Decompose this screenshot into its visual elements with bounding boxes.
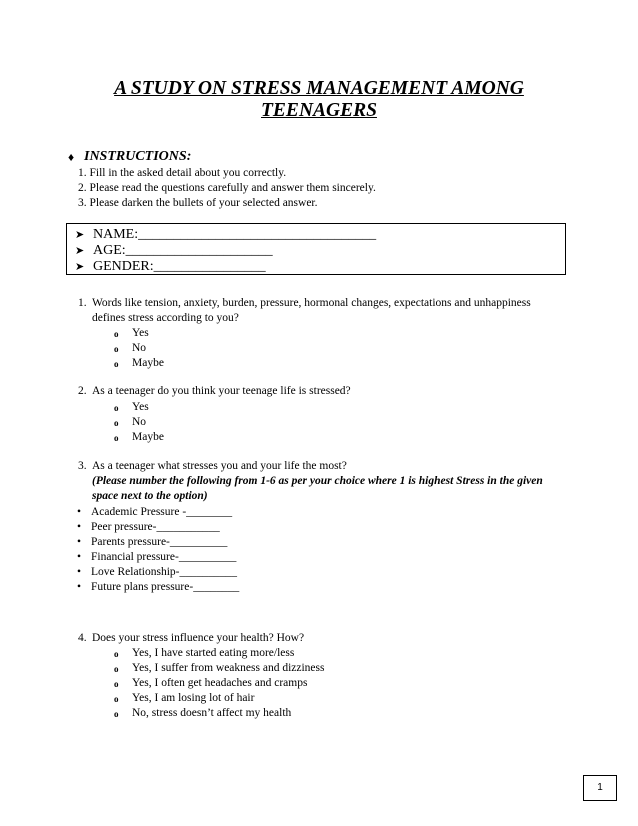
option-label: Yes bbox=[132, 327, 149, 339]
option-label: No bbox=[132, 416, 147, 428]
gender-field-label: GENDER:________________ bbox=[93, 259, 266, 274]
question-number: 3. bbox=[78, 460, 87, 472]
instruction-item: 3. Please darken the bullets of your selected answer. bbox=[78, 197, 318, 209]
question-number: 4. bbox=[78, 632, 87, 644]
option-label: Maybe bbox=[132, 357, 164, 369]
question-text: As a teenager do you think your teenage life is stressed? bbox=[92, 385, 351, 397]
radio-bullet-icon[interactable]: o bbox=[114, 418, 119, 428]
age-field-label: AGE:_____________________ bbox=[93, 243, 273, 258]
arrow-bullet-icon: ➤ bbox=[75, 229, 85, 241]
question-text: Words like tension, anxiety, burden, pressure, hormonal changes, expectations and unhappiness defines stress according to you? bbox=[92, 297, 531, 324]
radio-bullet-icon[interactable]: o bbox=[114, 329, 119, 339]
instruction-item: 2. Please read the questions carefully and answer them sincerely. bbox=[78, 182, 376, 194]
page-number: 1 bbox=[583, 775, 617, 801]
rank-item-label: Financial pressure-__________ bbox=[91, 551, 237, 563]
gender-field[interactable] bbox=[75, 259, 266, 275]
option-label: Yes, I have started eating more/less bbox=[132, 647, 295, 659]
question-text: As a teenager what stresses you and your life the most? bbox=[92, 460, 347, 472]
title-line-2: TEENAGERS bbox=[261, 100, 377, 121]
bullet-icon: • bbox=[77, 536, 82, 548]
rank-item-label: Love Relationship-__________ bbox=[91, 566, 237, 578]
radio-bullet-icon[interactable]: o bbox=[114, 359, 119, 369]
instruction-item: 1. Fill in the asked detail about you correctly. bbox=[78, 167, 287, 179]
instructions-heading-text: INSTRUCTIONS: bbox=[84, 149, 192, 164]
bullet-icon: • bbox=[77, 521, 82, 533]
radio-bullet-icon[interactable]: o bbox=[114, 694, 119, 704]
radio-bullet-icon[interactable]: o bbox=[114, 679, 119, 689]
bullet-icon: • bbox=[77, 506, 82, 518]
question-number: 2. bbox=[78, 385, 87, 397]
instructions-list bbox=[78, 166, 376, 211]
radio-bullet-icon[interactable]: o bbox=[114, 649, 119, 659]
option-label: Yes bbox=[132, 401, 149, 413]
instructions-heading bbox=[68, 149, 192, 165]
diamond-bullet-icon: ♦ bbox=[68, 150, 75, 164]
name-field-label: NAME:__________________________________ bbox=[93, 227, 377, 242]
document-title bbox=[60, 78, 578, 122]
radio-bullet-icon[interactable]: o bbox=[114, 709, 119, 719]
name-field[interactable] bbox=[75, 227, 376, 243]
radio-bullet-icon[interactable]: o bbox=[114, 344, 119, 354]
question-hint: (Please number the following from 1-6 as per your choice where 1 is highest Stress in the given space next to the option) bbox=[92, 475, 543, 502]
bullet-icon: • bbox=[77, 551, 82, 563]
radio-bullet-icon[interactable]: o bbox=[114, 664, 119, 674]
option-label: Yes, I suffer from weakness and dizziness bbox=[132, 662, 325, 674]
option-label: No, stress doesn’t affect my health bbox=[132, 707, 292, 719]
bullet-icon: • bbox=[77, 566, 82, 578]
personal-info-box bbox=[66, 223, 566, 275]
question-text: Does your stress influence your health? How? bbox=[92, 632, 305, 644]
question-text-block bbox=[92, 459, 562, 504]
question-number: 1. bbox=[78, 297, 87, 309]
rank-item-label: Academic Pressure -________ bbox=[91, 506, 233, 518]
option-label: Yes, I often get headaches and cramps bbox=[132, 677, 308, 689]
option-label: Yes, I am losing lot of hair bbox=[132, 692, 255, 704]
radio-bullet-icon[interactable]: o bbox=[114, 433, 119, 443]
arrow-bullet-icon: ➤ bbox=[75, 261, 85, 273]
arrow-bullet-icon: ➤ bbox=[75, 245, 85, 257]
rank-item-label: Parents pressure-__________ bbox=[91, 536, 228, 548]
age-field[interactable] bbox=[75, 243, 273, 259]
option-label: No bbox=[132, 342, 147, 354]
radio-bullet-icon[interactable]: o bbox=[114, 403, 119, 413]
option-label: Maybe bbox=[132, 431, 164, 443]
rank-item-label: Future plans pressure-________ bbox=[91, 581, 240, 593]
title-line-1: A STUDY ON STRESS MANAGEMENT AMONG bbox=[114, 78, 524, 99]
rank-item-label: Peer pressure-___________ bbox=[91, 521, 220, 533]
bullet-icon: • bbox=[77, 581, 82, 593]
